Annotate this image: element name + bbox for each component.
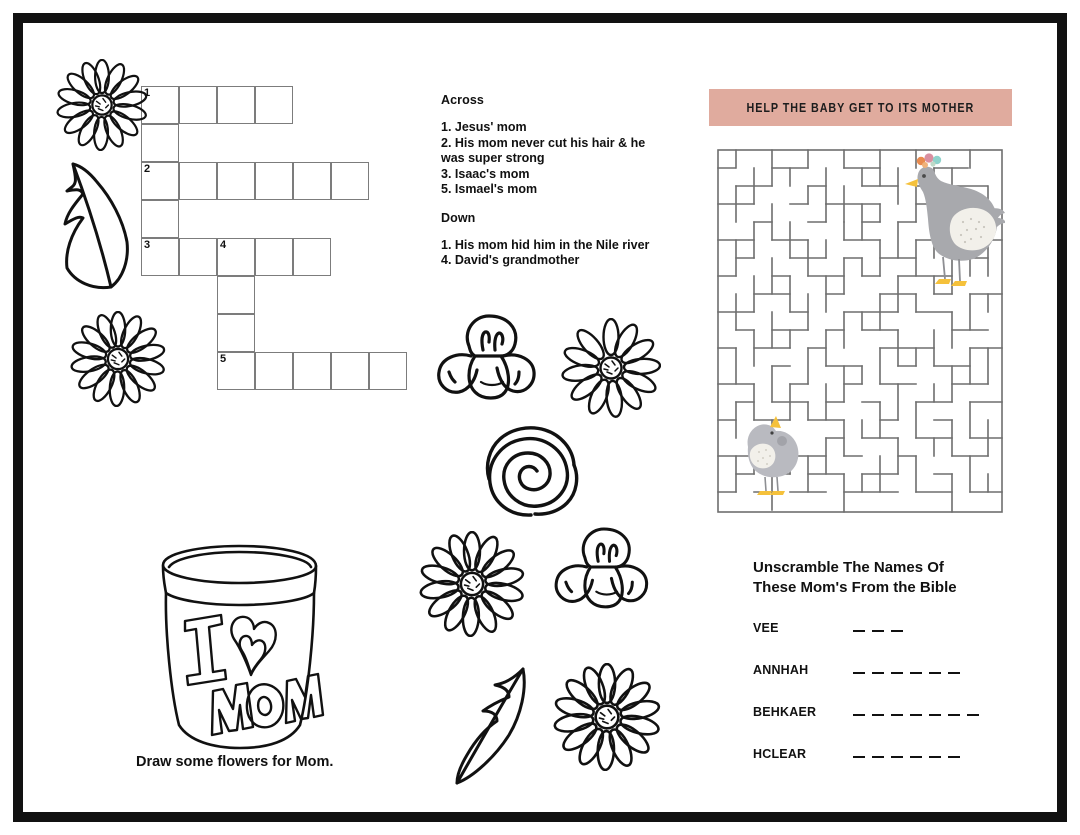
rose-center [475, 423, 589, 521]
crossword-cell-number: 4 [220, 239, 227, 251]
crossword-cell[interactable] [293, 162, 331, 200]
daisy-left-mid [70, 311, 166, 407]
crossword-cell[interactable] [179, 238, 217, 276]
maze-banner [709, 89, 1012, 126]
clue-across-1: 1. Jesus' mom [441, 120, 527, 134]
answer-blank[interactable] [948, 756, 960, 759]
clues-across-heading: Across [441, 93, 484, 107]
answer-blank[interactable] [891, 630, 903, 633]
crossword-cell[interactable] [217, 314, 255, 352]
crossword-cell[interactable] [217, 162, 255, 200]
crossword-cell[interactable] [255, 352, 293, 390]
answer-blank[interactable] [891, 714, 903, 717]
crossword-cell[interactable] [217, 352, 255, 390]
mother-goose-illustration [905, 153, 1005, 286]
unscramble-row [753, 662, 1053, 678]
drawing-caption: Draw some flowers for Mom. [136, 754, 334, 770]
clues-down-heading: Down [441, 210, 476, 225]
maze-banner-text: HELP THE BABY GET TO ITS MOTHER [746, 100, 975, 115]
crossword-cell[interactable] [141, 238, 179, 276]
crossword-cell[interactable] [217, 238, 255, 276]
unscramble-answer-blanks[interactable] [853, 708, 979, 717]
crossword-cell[interactable] [217, 86, 255, 124]
crossword-cell[interactable] [179, 162, 217, 200]
answer-blank[interactable] [872, 756, 884, 759]
crossword-cell[interactable] [255, 238, 293, 276]
baby-duckling-illustration [748, 416, 799, 495]
unscramble-word: VEE [753, 621, 779, 635]
answer-blank[interactable] [872, 714, 884, 717]
unscramble-title-line1: Unscramble The Names Of [753, 559, 944, 576]
unscramble-word: ANNHAH [753, 663, 809, 677]
crossword-grid [141, 86, 431, 391]
maze-puzzle [715, 147, 1005, 520]
clue-across-5: 5. Ismael's mom [441, 182, 538, 196]
crossword-cell[interactable] [255, 86, 293, 124]
unscramble-row [753, 746, 1053, 762]
daisy-center-upper-right [561, 318, 661, 418]
answer-blank[interactable] [948, 672, 960, 675]
answer-blank[interactable] [853, 630, 865, 633]
crossword-cell[interactable] [293, 238, 331, 276]
answer-blank[interactable] [853, 756, 865, 759]
unscramble-row [753, 704, 1053, 720]
answer-blank[interactable] [948, 714, 960, 717]
unscramble-title [753, 558, 1053, 598]
answer-blank[interactable] [891, 672, 903, 675]
answer-blank[interactable] [929, 714, 941, 717]
crossword-cell-number: 5 [220, 353, 227, 365]
unscramble-answer-blanks[interactable] [853, 750, 960, 759]
crossword-cell[interactable] [369, 352, 407, 390]
answer-blank[interactable] [967, 714, 979, 717]
crossword-cell[interactable] [141, 162, 179, 200]
answer-blank[interactable] [853, 672, 865, 675]
answer-blank[interactable] [910, 714, 922, 717]
answer-blank[interactable] [872, 630, 884, 633]
activity-sheet-page [13, 13, 1067, 822]
crossword-cell-number: 2 [144, 163, 151, 175]
answer-blank[interactable] [910, 756, 922, 759]
unscramble-section [753, 558, 1053, 788]
crossword-cell-number: 3 [144, 239, 151, 251]
daisy-center-lower-left [419, 531, 525, 637]
daisy-top-left [56, 59, 151, 151]
leaf-left-upper [51, 156, 143, 301]
unscramble-answer-blanks[interactable] [853, 666, 960, 675]
answer-blank[interactable] [853, 714, 865, 717]
answer-blank[interactable] [872, 672, 884, 675]
clue-down-4: 4. David's grandmother [441, 253, 580, 267]
crossword-cell[interactable] [179, 86, 217, 124]
clue-across-3: 3. Isaac's mom [441, 166, 530, 181]
crossword-cell[interactable] [331, 162, 369, 200]
unscramble-word: BEHKAER [753, 705, 817, 719]
iris-center-upper [427, 310, 545, 402]
leaf-bottom [443, 661, 539, 789]
flower-crown-icon [917, 153, 941, 168]
unscramble-row [753, 620, 1053, 636]
maze-panel [705, 89, 1015, 529]
crossword-cell[interactable] [331, 352, 369, 390]
daisy-bottom-right [553, 663, 661, 771]
crossword-cell[interactable] [293, 352, 331, 390]
clue-down-1: 1. His mom hid him in the Nile river [441, 237, 650, 252]
crossword-cell[interactable] [141, 200, 179, 238]
crossword-cell[interactable] [217, 276, 255, 314]
answer-blank[interactable] [929, 756, 941, 759]
iris-center-lower-right [545, 523, 657, 611]
crossword-cell[interactable] [255, 162, 293, 200]
crossword-clues [441, 93, 681, 269]
answer-blank[interactable] [910, 672, 922, 675]
clue-across-2b: was super strong [441, 151, 545, 165]
clue-across-2a: 2. His mom never cut his hair & he [441, 135, 646, 150]
answer-blank[interactable] [929, 672, 941, 675]
crossword-cell-number: 1 [144, 87, 151, 99]
unscramble-word: HCLEAR [753, 747, 807, 761]
unscramble-answer-blanks[interactable] [853, 624, 903, 633]
answer-blank[interactable] [891, 756, 903, 759]
flower-pot-drawing [141, 543, 341, 753]
unscramble-title-line2: These Mom's From the Bible [753, 579, 957, 596]
